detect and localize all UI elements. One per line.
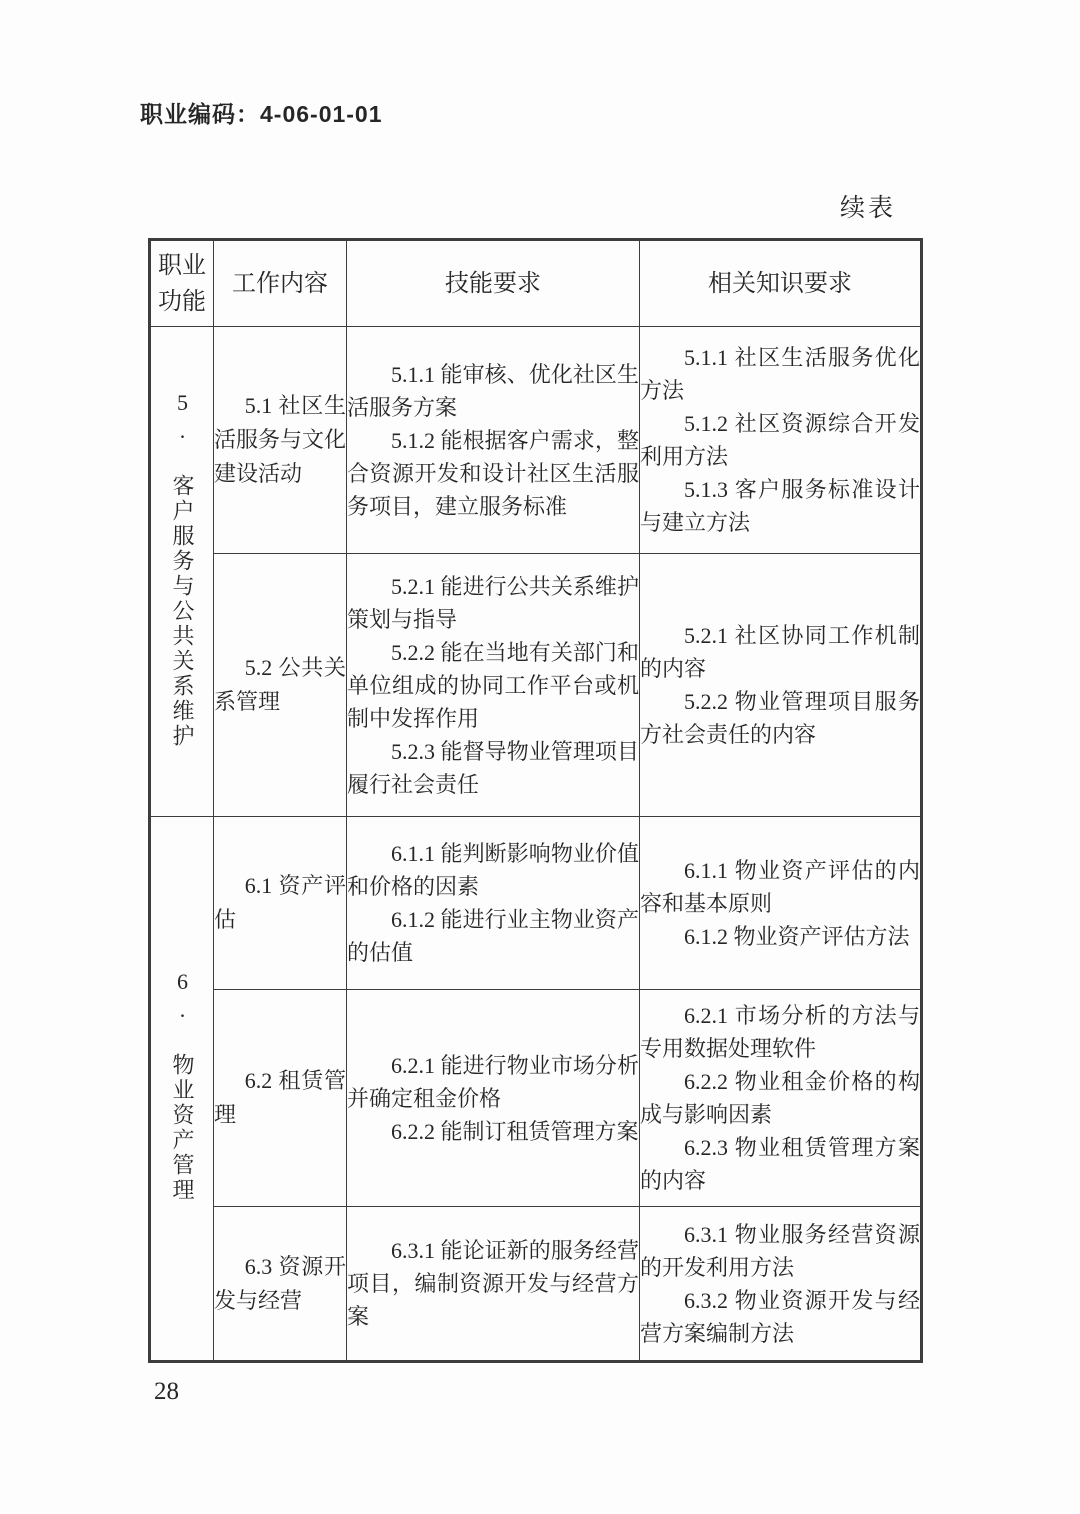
column-header-skill-requirements: 技能要求 bbox=[347, 240, 640, 327]
skill-item: 6.2.2 能制订租赁管理方案 bbox=[391, 1118, 639, 1144]
table-row bbox=[150, 817, 922, 990]
work-cell-6-3 bbox=[214, 1207, 347, 1362]
knowledge-item: 6.2.2 物业租金价格的构成与影响因素 bbox=[640, 1069, 920, 1127]
skills-cell-6-2 bbox=[347, 990, 640, 1207]
page-number: 28 bbox=[154, 1378, 179, 1405]
work-label: 6.1 资产评估 bbox=[214, 873, 346, 932]
skill-item: 5.2.1 能进行公共关系维护策划与指导 bbox=[347, 573, 639, 632]
skill-item: 5.1.1 能审核、优化社区生活服务方案 bbox=[347, 361, 639, 420]
table-header-row bbox=[150, 240, 922, 327]
occupation-code-label: 职业编码：4-06-01-01 bbox=[140, 101, 383, 127]
knowledge-cell-6-2 bbox=[640, 990, 922, 1207]
work-cell-5-2 bbox=[214, 554, 347, 817]
knowledge-item: 6.3.2 物业资源开发与经营方案编制方法 bbox=[640, 1287, 920, 1346]
table-row bbox=[150, 990, 922, 1207]
work-label: 6.3 资源开发与经营 bbox=[214, 1253, 346, 1313]
skill-item: 5.2.3 能督导物业管理项目履行社会责任 bbox=[347, 738, 639, 797]
knowledge-cell-5-1 bbox=[640, 327, 922, 554]
work-label: 5.1 社区生活服务与文化建设活动 bbox=[214, 393, 347, 486]
skills-cell-5-1 bbox=[347, 327, 640, 554]
table-row bbox=[150, 327, 922, 554]
knowledge-item: 5.1.2 社区资源综合开发利用方法 bbox=[640, 411, 920, 469]
knowledge-item: 5.1.1 社区生活服务优化方法 bbox=[640, 345, 920, 403]
work-cell-6-1 bbox=[214, 817, 347, 990]
column-header-work-content: 工作内容 bbox=[214, 240, 347, 327]
continued-table-label: 续表 bbox=[840, 195, 897, 222]
skill-item: 5.1.2 能根据客户需求，整合资源开发和设计社区生活服务项目，建立服务标准 bbox=[347, 427, 639, 519]
skills-cell-6-3 bbox=[347, 1207, 640, 1362]
function-cell-6 bbox=[150, 817, 214, 1362]
skill-item: 6.2.1 能进行物业市场分析并确定租金价格 bbox=[347, 1052, 639, 1111]
function-label-6: 6. 物业资产管理 bbox=[170, 969, 195, 1203]
function-cell-5 bbox=[150, 327, 214, 817]
knowledge-cell-6-3 bbox=[640, 1207, 922, 1362]
skill-item: 6.3.1 能论证新的服务经营项目，编制资源开发与经营方案 bbox=[347, 1238, 639, 1329]
knowledge-cell-6-1 bbox=[640, 817, 922, 990]
column-header-knowledge-requirements: 相关知识要求 bbox=[640, 240, 922, 327]
skills-cell-6-1 bbox=[347, 817, 640, 990]
column-header-function: 职业功能 bbox=[150, 240, 214, 327]
knowledge-item: 6.3.1 物业服务经营资源的开发利用方法 bbox=[640, 1221, 920, 1280]
work-label: 6.2 租赁管理 bbox=[214, 1068, 346, 1127]
skills-cell-5-2 bbox=[347, 554, 640, 817]
table-row bbox=[150, 554, 922, 817]
occupational-standard-table bbox=[148, 238, 923, 1363]
skill-item: 5.2.2 能在当地有关部门和单位组成的协同工作平台或机制中发挥作用 bbox=[347, 639, 639, 731]
work-cell-6-2 bbox=[214, 990, 347, 1207]
knowledge-item: 6.1.2 物业资产评估方法 bbox=[684, 923, 910, 949]
knowledge-cell-5-2 bbox=[640, 554, 922, 817]
knowledge-item: 6.1.1 物业资产评估的内容和基本原则 bbox=[640, 857, 920, 916]
knowledge-item: 5.2.1 社区协同工作机制的内容 bbox=[640, 623, 920, 681]
knowledge-item: 5.2.2 物业管理项目服务方社会责任的内容 bbox=[640, 689, 920, 747]
work-cell-5-1 bbox=[214, 327, 347, 554]
knowledge-item: 6.2.3 物业租赁管理方案的内容 bbox=[640, 1135, 920, 1193]
skill-item: 6.1.2 能进行业主物业资产的估值 bbox=[347, 907, 639, 965]
function-label-5: 5. 客户服务与公共关系维护 bbox=[170, 389, 195, 749]
table-row bbox=[150, 1207, 922, 1362]
skill-item: 6.1.1 能判断影响物业价值和价格的因素 bbox=[347, 841, 639, 899]
knowledge-item: 5.1.3 客户服务标准设计与建立方法 bbox=[640, 477, 920, 535]
work-label: 5.2 公共关系管理 bbox=[214, 655, 346, 714]
knowledge-item: 6.2.1 市场分析的方法与专用数据处理软件 bbox=[640, 1003, 920, 1061]
